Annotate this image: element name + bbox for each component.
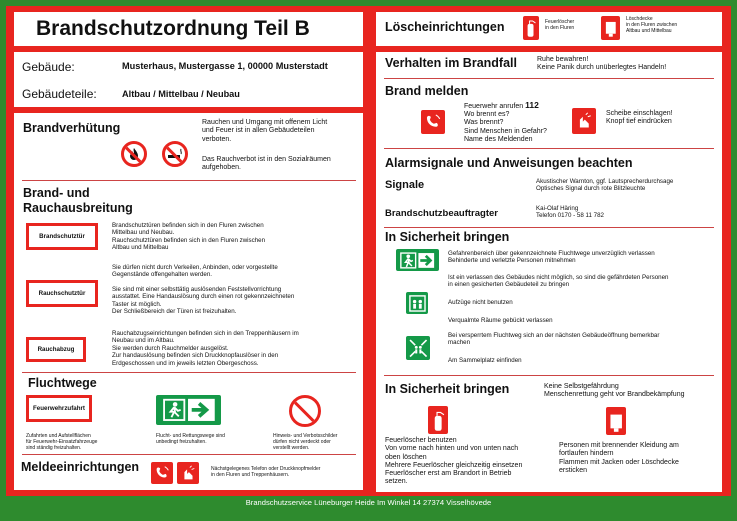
safety2-left-text: Feuerlöscher benutzen Von vorne nach hinten und von unten nach oben löschen Mehrere Feuerlöscher gleichzeitig einsetzen Feuerlöscher erst am Brandort in Betrieb setzen. (385, 437, 523, 486)
fire-alarm-button-icon (177, 462, 199, 484)
smoke-door-sign: Rauchschutztür (26, 280, 98, 307)
safety-text-1: Gefahrenbereich über gekennzeichnete Fluchtwege unverzüglich verlassen Behinderte und verletzte Personen mitnehmen (448, 250, 655, 265)
title-panel (14, 12, 363, 46)
safety2-right-text: Personen mit brennender Kleidung am fortlaufen hindern Flammen mit Jacken oder Löschdecke ersticken (559, 442, 679, 474)
fire-extinguisher-icon (523, 16, 539, 40)
divider (384, 375, 714, 376)
safety-text-2: Ist ein verlassen des Gebäudes nicht möglich, so sind die gefährdeten Personen in einen gesicherten Gebäudeteil zu bringen (448, 274, 669, 289)
parts-value: Altbau / Mittelbau / Neubau (122, 89, 240, 99)
spread-heading-2: Rauchausbreitung (23, 201, 133, 215)
fire-phone-icon (421, 110, 445, 134)
right-main-panel (376, 52, 722, 492)
page-title: Brandschutzordnung Teil B (36, 17, 310, 40)
behaviour-heading: Verhalten im Brandfall (385, 56, 517, 70)
signals-value: Akustischer Warnton, ggf. Lautsprecherdurchsage Optisches Signal durch rote Blitzleuchte (536, 178, 674, 193)
spread-heading-1: Brand- und (23, 186, 90, 200)
fire-alarm-button-icon (572, 108, 596, 134)
escape-caption-1: Zufahrten und Aufstellflächen für Feuerwehr-Einsatzfahrzeuge sind ständig freizuhalten. (26, 433, 98, 451)
divider (22, 372, 356, 373)
safety2-top-text: Keine Selbstgefährdung Menschenrettung geht vor Brandbekämpfung (544, 383, 685, 399)
building-panel (14, 52, 363, 107)
spread-text-2: Sie dürfen nicht durch Verkeilen, Anbinden, oder vorgestellte Gegenstände offengehalten werden. (112, 264, 278, 279)
fire-door-sign: Brandschutztür (26, 223, 98, 250)
building-value: Musterhaus, Mustergasse 1, 00000 Musterstadt (122, 61, 328, 71)
report-text-2: Scheibe einschlagen! Knopf tief eindrücken (606, 110, 673, 126)
extinguish-label-2: Löschdecke in den Fluren zwischen Altbau und Mittelbau (626, 16, 678, 34)
left-main-panel (14, 113, 363, 490)
safety-text-6: Am Sammelplatz einfinden (448, 357, 522, 364)
escape-caption-2: Flucht- und Rettungswege sind unbedingt freizuhalten. (156, 433, 225, 445)
alarm-devices-text: Nächstgelegenes Telefon oder Druckknopfmelder in den Fluren und Treppenhäusern. (211, 466, 321, 478)
fire-phone-icon (151, 462, 173, 484)
report-call: Feuerwehr anrufen 112 (464, 100, 539, 110)
signals-label: Signale (385, 179, 425, 191)
elevator-icon (406, 292, 428, 314)
prevention-text-2: Das Rauchverbot ist in den Sozialräumen aufgehoben. (202, 156, 331, 172)
safety-text-5: Bei versperrtem Fluchtweg sich an der nächsten Gebäudeöffnung bemerkbar machen (448, 332, 660, 347)
report-questions: Wo brennt es? Was brennt? Sind Menschen in Gefahr? Name des Meldenden (464, 111, 547, 143)
officer-value: Kai-Olaf Häring Telefon 0170 - 58 11 782 (536, 205, 604, 220)
no-open-flame-icon (121, 141, 147, 167)
divider (384, 78, 714, 79)
emergency-exit-icon (396, 249, 439, 271)
spread-text-4: Rauchabzugseinrichtungen befinden sich in den Treppenhäusern im Neubau und im Altbau. Sie werden durch Rauchmelder ausgelöst. Zur handauslösung befinden sich Druckknopfauslöser in den Erdgeschossen und im jeweils letzten Obergeschoss. (112, 330, 299, 367)
divider (22, 180, 356, 181)
divider (384, 148, 714, 149)
fire-blanket-icon (606, 407, 626, 435)
fire-extinguisher-icon (428, 406, 448, 434)
fire-lane-sign: Feuerwehrzufahrt (26, 395, 92, 422)
extinguish-heading: Löscheinrichtungen (385, 20, 505, 34)
parts-label: Gebäudeteile: (22, 87, 97, 101)
building-label: Gebäude: (22, 60, 75, 74)
no-smoking-icon (162, 141, 188, 167)
extinguish-label-1: Feuerlöscher in den Fluren (545, 19, 575, 31)
alarm-devices-heading: Meldeeinrichtungen (21, 460, 140, 474)
escape-heading: Fluchtwege (28, 376, 97, 390)
divider (22, 454, 356, 455)
assembly-point-icon (406, 336, 430, 360)
extinguish-panel (376, 12, 722, 46)
prevention-heading: Brandverhütung (23, 121, 121, 135)
spread-text-3: Sie sind mit einer selbsttätig auslösenden Feststellvorrichtung ausstattet. Eine Handauslösung durch einen rot gekennzeichneten Taster ist möglich. Der Schließbereich der Türen ist freizuhalten. (112, 286, 295, 316)
prohibition-sign-icon (289, 395, 321, 427)
officer-label: Brandschutzbeauftragter (385, 208, 498, 219)
fire-blanket-icon (601, 16, 620, 40)
smoke-vent-sign: Rauchabzug (26, 337, 86, 362)
safety-heading: In Sicherheit bringen (385, 230, 510, 244)
behaviour-text: Ruhe bewahren! Keine Panik durch unüberlegtes Handeln! (537, 56, 667, 72)
safety-heading-2: In Sicherheit bringen (385, 382, 510, 396)
spread-text-1: Brandschutztüren befinden sich in den Fluren zwischen Mittelbau und Neubau. Rauchschutztüren befinden sich in den Fluren zwischen Altbau und Mittelbau (112, 222, 266, 252)
report-heading: Brand melden (385, 84, 469, 98)
escape-caption-3: Hinweis- und Verbotsschilder dürfen nicht verdeckt oder verstellt werden. (273, 433, 338, 451)
prevention-text-1: Rauchen und Umgang mit offenem Licht und Feuer ist in allen Gebäudeteilen verboten. (202, 119, 328, 143)
divider (384, 227, 714, 228)
footer: Brandschutzservice Lüneburger Heide Im Winkel 14 27374 Visselhövede (245, 498, 492, 507)
safety-text-3: Aufzüge nicht benutzen (448, 299, 513, 306)
emergency-exit-icon (156, 395, 221, 425)
safety-text-4: Verqualmte Räume gebückt verlassen (448, 317, 553, 324)
signals-heading: Alarmsignale und Anweisungen beachten (385, 156, 633, 170)
